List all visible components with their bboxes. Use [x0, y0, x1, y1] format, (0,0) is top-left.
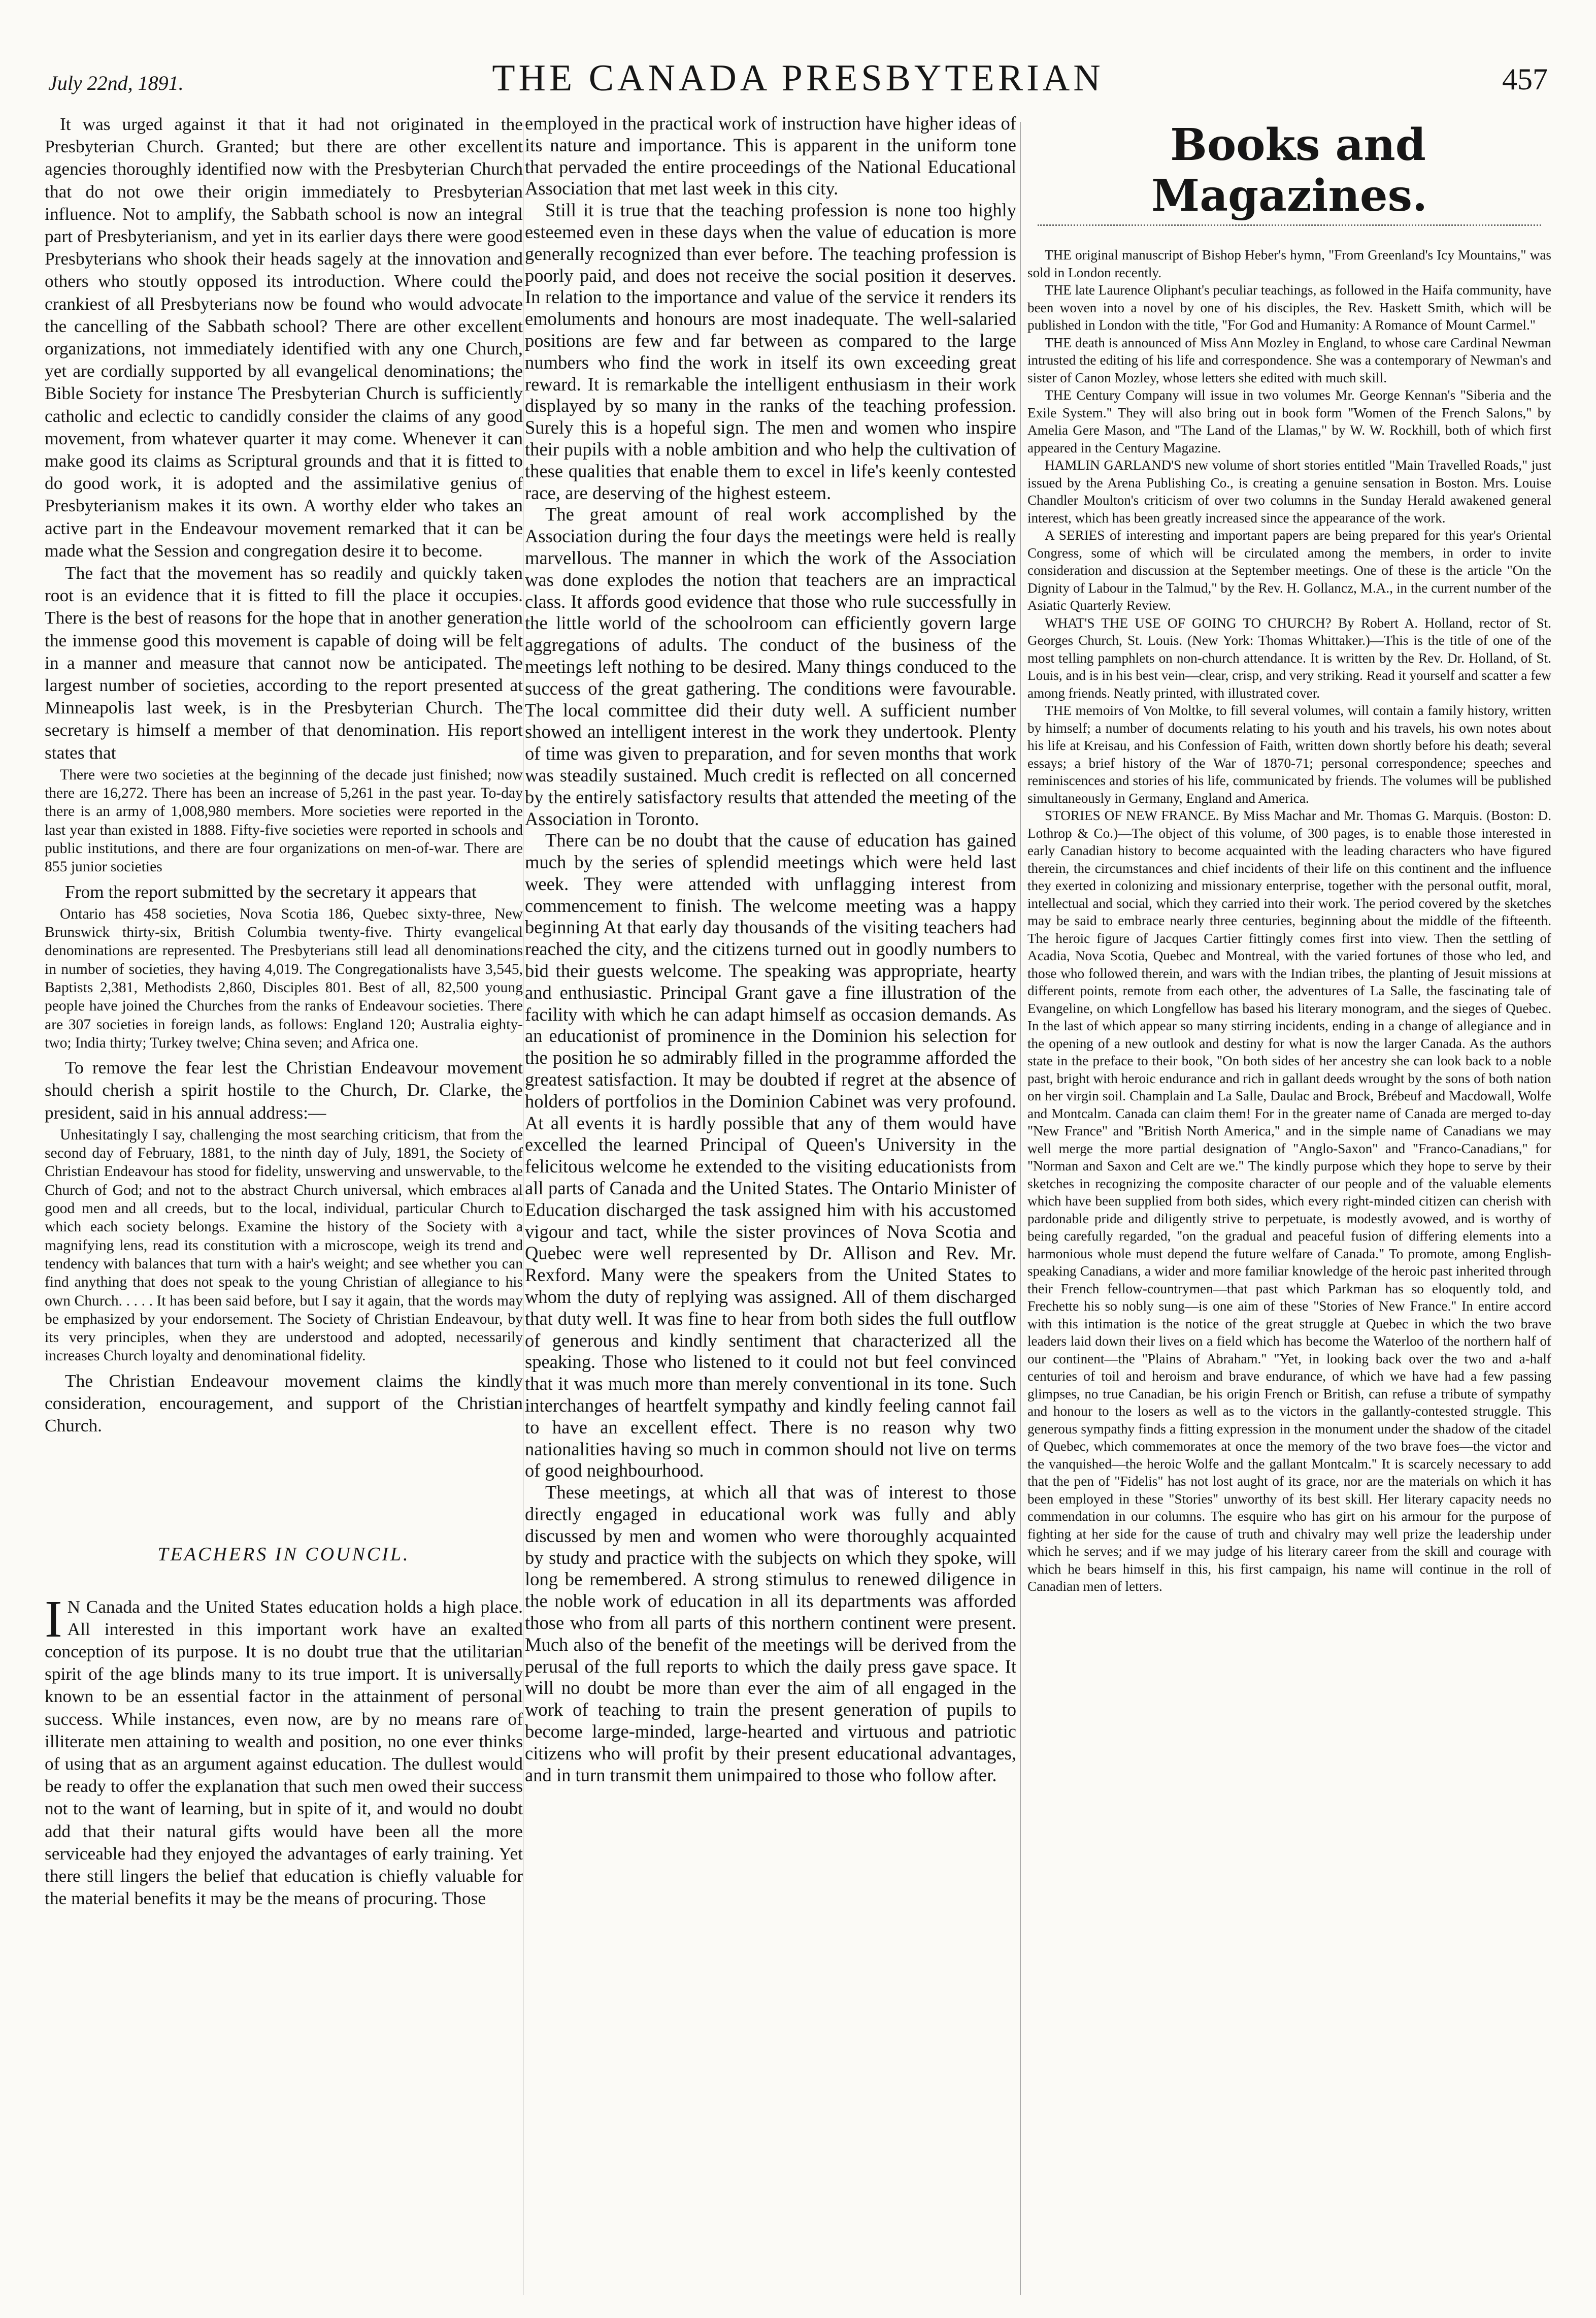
- paragraph: The great amount of real work accomplished by the Association during the four days the meetings were held is really marvellous. The manner in which the work of the Association was done explodes the notion that teachers are an impractical class. It affords good evidence that those who rule successfully in the little world of the schoolroom can efficiently govern large aggregations of adults. The conduct of the business of the meetings left nothing to be desired. Many things conduced to the success of the great gathering. The conditions were favourable. The local committee did their duty well. A sufficient number showed an intelligent interest in the work they undertook. Plenty of time was given to preparation, and for seven months that work was steadily sustained. Much credit is reflected on all concerned by the entirely satisfactory results that attended the meeting of the Association in Toronto.: [525, 504, 1016, 829]
- page-number: 457: [1502, 62, 1548, 96]
- drop-cap: I: [45, 1589, 62, 1648]
- paragraph: To remove the fear lest the Christian Endeavour movement should cherish a spirit hostile to the Church, Dr. Clarke, the president, said in his annual address:—: [45, 1057, 523, 1123]
- book-note: HAMLIN GARLAND'S new volume of short stories entitled "Main Travelled Roads," just issued by the Arena Publishing Co., is creating a genuine sensation in Boston. Mrs. Louise Chandler Moulton's criticism of over two columns in the Sunday Herald awakened general interest, which has been greatly increased since the appearance of the work.: [1027, 458, 1551, 526]
- column-middle: [525, 113, 1016, 2286]
- quoted-report: Ontario has 458 societies, Nova Scotia 186, Quebec sixty-three, New Brunswick thirty-six, British Columbia twenty-five. Thirty evangelical denominations are represented. The Presbyterians still lead all denominations in number of societies, they having 4,019. The Congregationalists have 3,545, Baptists 2,381, Methodists 2,860, Disciples 801. Best of all, 82,500 young people have joined the Churches from the ranks of Endeavour societies. There are 307 societies in foreign lands, as follows: England 120; Australia eighty-two; India thirty; Turkey twelve; China seven; and Africa one.: [45, 905, 523, 1051]
- column-divider: [1020, 122, 1021, 2295]
- column-right: [1027, 113, 1551, 2286]
- paragraph-text: N Canada and the United States education holds a high place. All interested in this important work have an exalted conception of its purpose. It is no doubt true that the utilitarian spirit of the age blinds many to its true import. It is universally known to be an essential factor in the attainment of personal success. While instances, even now, are by no means rare of illiterate men attaining to wealth and position, no one ever thinks of using that as an argument against education. The dullest would be ready to offer the explanation that such men owed their success not to the want of learning, but in spite of it, and would no doubt add that their natural gifts would have been all the more serviceable had they enjoyed the advantages of early training. Yet there still lingers the belief that education is chiefly valuable for the material benefits it may be the means of procuring. Those: [45, 1596, 523, 1909]
- book-note: THE death is announced of Miss Ann Mozley in England, to whose care Cardinal Newman intrusted the editing of his life and correspondence. She was a contemporary of Newman's and sister of Canon Mozley, whose letters she edited with much skill.: [1027, 335, 1551, 385]
- book-note: THE Century Company will issue in two volumes Mr. George Kennan's "Siberia and the Exile System." They will also bring out in book form "Women of the French Salons," by Amelia Gere Mason, and "The Land of the Llamas," by W. W. Rockhill, both of which first appeared in the Century Magazine.: [1027, 387, 1551, 455]
- paragraph: [45, 1589, 523, 1910]
- quoted-address: Unhesitatingly I say, challenging the most searching criticism, that from the second day of February, 1881, to the ninth day of July, 1891, the Society of Christian Endeavour has stood for fidelity, unswerving and unswervable, to the Church of God; and not to the abstract Church universal, which embraces al good men and all creeds, but to the local, individual, particular Church to which each society belongs. Examine the history of the Society with a magnifying lens, read its constitution with a microscope, weigh its trend and tendency with balances that turn with a hair's weight; and see whether you can find anything that does not speak to the young Christian of allegiance to his own Church. . . . . It has been said before, but I say it again, that the words may be emphasized by your endorsement. The Society of Christian Endeavour, by its very principles, when they are understood and adopted, necessarily increases Church loyalty and denominational fidelity.: [45, 1126, 523, 1364]
- book-note: THE memoirs of Von Moltke, to fill several volumes, will contain a family history, written by himself; a number of documents relating to his youth and his travels, his own notes about his life at Kreisau, and his Confession of Faith, written down shortly before his death; several essays; a brief history of the War of 1870-71; personal correspondence; speeches and reminiscences and stories of his life, communicated by friends. The volumes will be published simultaneously in Germany, England and America.: [1027, 703, 1551, 806]
- section-title: TEACHERS IN COUNCIL.: [157, 1544, 410, 1565]
- quoted-report: There were two societies at the beginning of the decade just finished; now there are 16,272. There has been an increase of 5,261 in the past year. To-day there is an army of 1,008,980 members. More societies were reported in the last year than existed in 1888. Fifty-five societies were reported in schools and public institutions, and there are four organizations on men-of-war. There are 855 junior societies: [45, 766, 523, 875]
- book-note: THE late Laurence Oliphant's peculiar teachings, as followed in the Haifa community, have been woven into a novel by one of his disciples, the Rev. Haskett Smith, which will be published in London with the title, "For God and Humanity: A Romance of Mount Carmel.": [1027, 282, 1551, 333]
- book-review: STORIES OF NEW FRANCE. By Miss Machar and Mr. Thomas G. Marquis. (Boston: D. Lothrop & Co.)—The object of this volume, of 300 pages, is to enable those interested in early Canadian history to become acquainted with the leading characters who have figured therein, the circumstances and chief incidents of their life on this continent and the influence they exerted in colonizing and missionary enterprise, together with the personal outfit, moral, intellectual and social, which they carried into their work. The period covered by the sketches may be said to embrace nearly three centuries, beginning about the middle of the fifteenth. The heroic figure of Jacques Cartier fittingly comes first into view. Then the settling of Acadia, Nova Scotia, Quebec and Montreal, with the varied fortunes of those who led, and those who followed therein, and wars with the Indian tribes, the planting of Jesuit missions at different points, remote from each other, the adventures of La Salle, the fascinating tale of Evangeline, on which Longfellow has based his literary monogram, and the sieges of Quebec. In the last of which appear so many stirring incidents, ending in a change of allegiance and in the opening of a new outlook and destiny for what is now the larger Canada. As the authors state in the preface to their book, "On both sides of her ancestry she can look back to a noble past, bright with heroic endurance and rich in gallant deeds wrought by the sons of both nation on her virgin soil. Champlain and La Salle, Daulac and Brock, Brébeuf and Macdowall, Wolfe and Montcalm. Canada can claim them! For in the greater name of Canada are merged to-day "New France" and "British North America," and in the simple name of Canadians we may well merge the more partial designation of "Anglo-Saxon" and "Franco-Canadians," for "Norman and Saxon and Celt are we." The kindly purpose which they hope to serve by their sketches in recognizing the composite character of our people and of the valuable elements which have been supplied from both sides, which every right-minded citizen can cherish with pardonable pride and diligently strive to perpetuate, is modestly avowed, and is worthy of being carefully regarded, "on the gradual and peaceful fusion of differing elements into a harmonious whole must depend the future welfare of Canada." To promote, among English-speaking Canadians, a wider and more familiar knowledge of the heroic past inherited through their French fellow-countrymen—that past which Parkman has so eloquently told, and Frechette his so nobly sung—is one aim of these "Stories of New France." In entire accord with this intimation is the notice of the great struggle at Quebec in which the two brave leaders laid down their lives on a field which has become the Waterloo of the northern half of our continent—the "Plains of Abraham." "Yet, in looking back over the two and a-half centuries of toil and heroism and brave endurance, of which we have had a few passing glimpses, no true Canadian, be his origin French or British, can refuse a tribute of sympathy and honour to the losers as well as to the victors in the gallantly-contested struggle. This generous sympathy finds a fitting expression in the monument under the shadow of the citadel of Quebec, which commemorates at once the memory of the two brave foes—the victor and the vanquished—the heroic Wolfe and the gallant Montcalm." It is scarcely necessary to add that the pen of "Fidelis" has not lost aught of its grace, nor are the materials on which it has been employed in these "Stories" unworthy of its best skill. Her literary capacity needs no commendation in our columns. The esquire who has girt on his armour for the purpose of fighting at her side for the cause of truth and chivalry may well prize the leadership under which he serves; and if we may judge of his literary career from the skill and courage with which he bears himself in this, his first campaign, his name will continue in the roll of Canadian men of letters.: [1027, 808, 1551, 1594]
- book-note: WHAT'S THE USE OF GOING TO CHURCH? By Robert A. Holland, rector of St. Georges Church, St. Louis. (New York: Thomas Whittaker.)—This is the title of one of the most telling pamphlets on non-church attendance. It is written by the Rev. Dr. Holland, of St. Louis, and is in his best vein—clear, crisp, and very striking. Read it yourself and scatter a few among friends. Neatly printed, with illustrated cover.: [1027, 615, 1551, 701]
- book-note: A SERIES of interesting and important papers are being prepared for this year's Oriental Congress, some of which will be circulated among the members, in order to invite consideration and discussion at the September meetings. One of these is the article "On the Dignity of Labour in the Talmud," by the Rev. H. Gollancz, M.A., in the current number of the Asiatic Quarterly Review.: [1027, 528, 1551, 613]
- paragraph: From the report submitted by the secretary it appears that: [65, 881, 477, 902]
- masthead-title: THE CANADA PRESBYTERIAN: [492, 57, 1104, 99]
- heading-rule: [1038, 224, 1541, 226]
- book-note: THE original manuscript of Bishop Heber's hymn, "From Greenland's Icy Mountains," was sold in London recently.: [1027, 247, 1551, 280]
- paragraph: These meetings, at which all that was of interest to those directly engaged in educational work was fully and ably discussed by men and women who were thoroughly acquainted by study and practice with the subjects on which they spoke, will long be remembered. A strong stimulus to renewed diligence in the noble work of education in all its departments was afforded those who from all parts of this northern continent were present. Much also of the benefit of the meetings will be derived from the perusal of the full reports to which the daily press gave space. It will no doubt be more than ever the aim of all engaged in the work of teaching to train the present generation of pupils to become large-minded, large-hearted and virtuous and patriotic citizens who will profit by their present educational advantages, and in turn transmit them unimpaired to those who follow after.: [525, 1482, 1016, 1785]
- paragraph: It was urged against it that it had not originated in the Presbyterian Church. Granted; but there are other excellent agencies thoroughly identified now with the Presbyterian Church that do not owe their origin immediately to Presbyterian influence. Not to amplify, the Sabbath school is now an integral part of Presbyterianism, and yet in its earlier days there were good Presbyterians who shook their heads sagely at the innovation and others who stoutly opposed its introduction. Where could the crankiest of all Presbyterians now be found who would advocate the cancelling of the Sabbath school? There are other excellent organizations, not immediately identified with any one Church, yet are cordially supported by all evangelical denominations; the Bible Society for instance The Presbyterian Church is sufficiently catholic and eclectic to candidly consider the claims of any good movement, from whatever quarter it may come. Whenever it can make good its claims as Scriptural grounds and that it is fitted to do good work, it is adopted and the assimilative genius of Presbyterianism makes it its own. A worthy elder who takes an active part in the Endeavour movement remarked that it can be made what the Session and congregation desire it to become.: [45, 114, 523, 561]
- paragraph: The Christian Endeavour movement claims the kindly consideration, encouragement, and support of the Christian Church.: [45, 1370, 523, 1436]
- page-header: [43, 47, 1553, 108]
- paragraph: Still it is true that the teaching profession is none too highly esteemed even in these days when the value of education is more generally recognized than ever before. The teaching profession is poorly paid, and does not receive the social position it deserves. In relation to the importance and value of the service it renders its emoluments and honours are most inadequate. The well-salaried positions are few and far between as compared to the large numbers who find the work in itself its own exceeding great reward. It is remarkable the intelligent enthusiasm in their work displayed by so many in the ranks of the teaching profession. Surely this is a hopeful sign. The men and women who inspire their pupils with a noble ambition and who help the cultivation of these qualities that enable them to excel in life's keenly contested race, are deserving of the highest esteem.: [525, 200, 1016, 503]
- issue-date: July 22nd, 1891.: [48, 72, 184, 94]
- section-heading: Books and Magazines.: [1151, 119, 1427, 221]
- column-left: [45, 113, 523, 2286]
- paragraph: The fact that the movement has so readily and quickly taken root is an evidence that it is fitted to fill the place it occupies. There is the best of reasons for the hope that in another generation the immense good this movement is capable of doing will be felt in a manner and measure that cannot now be anticipated. The largest number of societies, according to the report presented at Minneapolis last week, is in the Presbyterian Church. The secretary is himself a member of that denomination. His report states that: [45, 563, 523, 763]
- paragraph: employed in the practical work of instruction have higher ideas of its nature and importance. This is apparent in the uniform tone that pervaded the entire proceedings of the National Educational Association that met last week in this city.: [525, 113, 1016, 199]
- paragraph: There can be no doubt that the cause of education has gained much by the series of splendid meetings which were held last week. They were attended with unflagging interest from commencement to finish. The welcome meeting was a happy beginning At that early day thousands of the visiting teachers had reached the city, and the citizens turned out in goodly numbers to bid their guests welcome. The speaking was appropriate, hearty and enthusiastic. Principal Grant gave a fine illustration of the facility with which he can adapt himself as occasion demands. As an educationist of prominence in the Dominion his selection for the position he so admirably filled in the programme afforded the greatest satisfaction. It may be doubted if regret at the absence of holders of portfolios in the Dominion Cabinet was very profound. At all events it is hardly possible that any of them would have excelled the learned Principal of Queen's University in the felicitous welcome he extended to the visiting educationists from all parts of Canada and the United States. The Ontario Minister of Education discharged the task assigned him with his accustomed vigour and tact, while the sister provinces of Nova Scotia and Quebec were well represented by Dr. Allison and Rev. Mr. Rexford. Many were the speakers from the United States to whom the duty of replying was assigned. All of them discharged that duty well. It was fine to hear from both sides the full outflow of generous and kindly sentiment that characterized all the speaking. Those who listened to it could not but feel convinced that it was much more than merely conventional in its tone. Such interchanges of heartfelt sympathy and kindly feeling cannot fail to have an excellent effect. There is no reason why two nationalities having so much in common should not live on terms of good neighbourhood.: [525, 830, 1016, 1481]
